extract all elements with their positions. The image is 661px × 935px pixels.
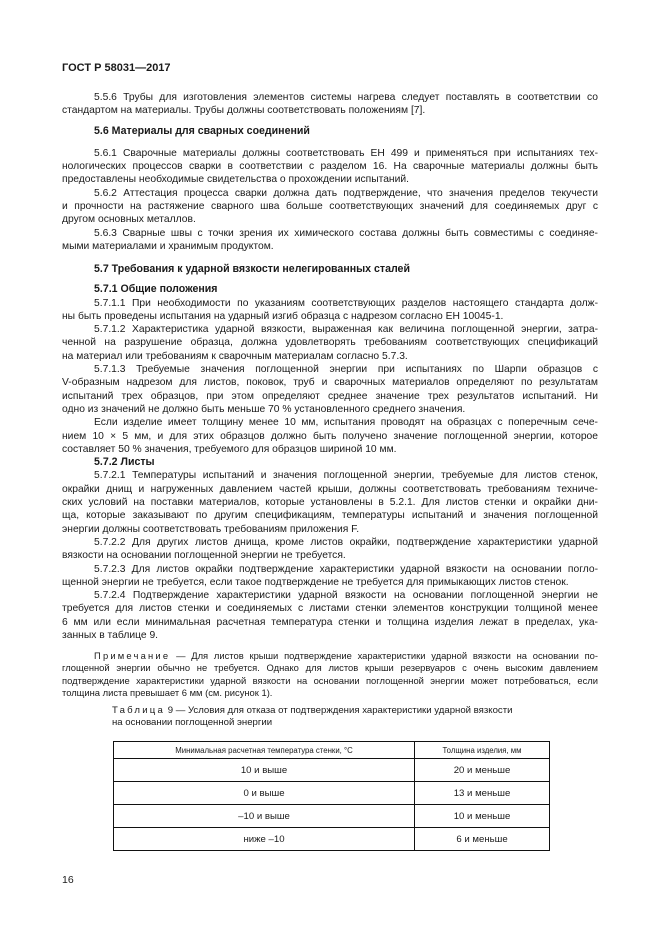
text-line: 5.6.3 Сварные швы с точки зрения их химического состава должны быть совместимы с соединяе- — [94, 227, 598, 239]
text-line: на материал или требованиям к сварочным материалам согласно 5.7.3. — [62, 350, 408, 362]
text-line: занных в таблице 9. — [62, 630, 159, 642]
text-line: одно из значений не должно быть меньше 70 % установленного среднего значения. — [62, 403, 466, 415]
cell-thickness: 6 и меньше — [415, 828, 550, 851]
page-number: 16 — [62, 874, 74, 886]
paragraph — [62, 91, 598, 118]
text-line: предоставлены необходимые свидетельства о прохождении испытаний. — [62, 174, 409, 186]
cell-thickness: 13 и меньше — [415, 782, 550, 805]
text-line: ны быть проведены испытания на ударный изгиб образца с надрезом согласно ЕН 10045-1. — [62, 310, 504, 322]
text-line: ченной на разрушение образца, должна удовлетворять требованиям соответствующих спецификаций — [62, 337, 598, 349]
text-line: 5.6.1 Сварочные материалы должны соответствовать ЕН 499 и применяться при испытаниях тех- — [94, 147, 598, 159]
text-line: 5.5.6 Трубы для изготовления элементов системы нагрева следует поставлять в соответствии со — [94, 92, 598, 103]
paragraph — [62, 469, 598, 535]
paragraph — [62, 297, 598, 324]
text-line: энергии должны соответствовать требованиям приложения F. — [62, 523, 360, 535]
text-line: 5.6.2 Аттестация процесса сварки должна дать подтверждение, что значения пределов текучести — [94, 187, 598, 199]
text-line: Если изделие имеет толщину менее 10 мм, испытания проводят на образцах с поперечным сече- — [94, 417, 598, 429]
table-caption-line: на основании поглощенной энергии — [112, 717, 273, 729]
text-line: 5.7.2.2 Для других листов днища, кроме листов окрайки, подтверждение характеристики ударной — [94, 536, 598, 548]
text-line: мыми материалами и хранимым продуктом. — [62, 240, 274, 252]
section-heading: 5.7 Требования к ударной вязкости нелегированных сталей — [94, 263, 410, 275]
table-9 — [113, 741, 550, 851]
table-caption — [112, 705, 512, 730]
section-heading: 5.6 Материалы для сварных соединений — [94, 124, 310, 137]
note-text: — Для листов крыши подтверждение характеристики ударной вязкости на основании по- — [176, 650, 598, 661]
text-line: 5.7.1.1 При необходимости по указаниям соответствующих разделов настоящего стандарта долж- — [94, 297, 598, 309]
text-line: V-образным надрезом для листов, поковок, труб и сварочных материалов определяют по результатам — [62, 377, 598, 389]
text-line: ща, которые заказывают по другим спецификациям, температуры испытаний и значения поглощенной — [62, 510, 598, 522]
text-line: стандартом на материалы. Трубы должны соответствовать положениям [7]. — [62, 105, 426, 117]
cell-thickness: 10 и меньше — [415, 805, 550, 828]
table-row — [114, 805, 550, 828]
note-line: глощенной энергии обычно не требуется. Однако для листов крыши резервуаров с очень высоким давлением — [62, 662, 598, 674]
paragraph — [62, 227, 598, 254]
note-line: толщина листа превышает 6 мм (см. рисунок 1). — [62, 687, 273, 699]
document-header: ГОСТ Р 58031—2017 — [62, 62, 171, 74]
text-line: 5.7.2.4 Подтверждение характеристики ударной вязкости на основании поглощенной энергии не — [94, 590, 598, 602]
note — [62, 650, 598, 700]
table-caption-label: Таблица — [112, 705, 166, 716]
paragraph — [62, 323, 598, 363]
text-line: 5.7.1.3 Требуемые значения поглощенной энергии при испытаниях по Шарпи образцов с — [94, 364, 598, 376]
section-5-5-5-6 — [62, 91, 598, 253]
paragraph — [62, 589, 598, 642]
cell-temperature: 10 и выше — [114, 759, 415, 782]
text-line: 5.7.1.2 Характеристика ударной вязкости, выраженная как величина поглощенной энергии, затра- — [94, 324, 598, 336]
paragraph — [62, 416, 598, 456]
text-line: нологических процессов сварки в соответствии с разделом 16. На сварочные материалы должны быть — [62, 161, 598, 173]
cell-thickness: 20 и меньше — [415, 759, 550, 782]
text-line: составляет 50 % значения, требуемого для образцов шириной 10 мм. — [62, 443, 397, 455]
section-heading: 5.7.2 Листы — [94, 456, 155, 469]
column-header-temperature: Минимальная расчетная температура стенки, °С — [114, 742, 415, 759]
paragraph — [62, 563, 598, 590]
table-row — [114, 828, 550, 851]
text-line: другом основных металлов. — [62, 214, 196, 226]
cell-temperature: ниже –10 — [114, 828, 415, 851]
section-5-7 — [62, 263, 598, 642]
table-caption-line: 9 — Условия для отказа от подтверждения характеристики ударной вязкости — [167, 705, 513, 716]
text-line: окрайки днищ и нагруженных давлением частей крыши, должны соответствовать требованиям техниче- — [62, 483, 598, 495]
note-line: подтверждение характеристики ударной вязкости на основании поглощенной энергии может потребоваться, если — [62, 674, 598, 686]
text-line: нием 10 × 5 мм, и для этих образцов должно быть получено значение поглощенной энергии, которое — [62, 430, 598, 442]
paragraph — [62, 536, 598, 563]
text-line: 5.7.2.3 Для листов окрайки подтверждение характеристики ударной вязкости на основании погло- — [94, 563, 598, 575]
cell-temperature: 0 и выше — [114, 782, 415, 805]
text-line: щенной энергии не требуется, если такое подтверждение не требуется для примыкающих листов стенок. — [62, 576, 569, 588]
column-header-thickness: Толщина изделия, мм — [415, 742, 550, 759]
text-line: 6 мм или если минимальная расчетная температура стенки и толщина изделия лежат в пределах, ука- — [62, 616, 598, 628]
paragraph — [62, 363, 598, 416]
cell-temperature: –10 и выше — [114, 805, 415, 828]
paragraph — [62, 147, 598, 187]
table-header-row — [114, 742, 550, 759]
note-label: Примечание — [94, 650, 171, 661]
text-line: вязкости на основании поглощенной энергии не требуется. — [62, 550, 346, 562]
table-row — [114, 782, 550, 805]
paragraph — [62, 187, 598, 227]
text-line: и прочности на растяжение сварного шва больше соответствующих значений для соединяемых друг с — [62, 201, 598, 213]
table-row — [114, 759, 550, 782]
text-line: требуется для листов стенки и соединяемых с листами стенки элементов конструкции толщиной менее — [62, 603, 598, 615]
text-line: ских условий на поставки материалов, которые установлены в 5.2.1. Для листов стенки и окрайки дни- — [62, 497, 598, 509]
text-line: 5.7.2.1 Температуры испытаний и значения поглощенной энергии, требуемые для листов стенок, — [94, 470, 598, 482]
note-line — [62, 650, 598, 662]
section-heading: 5.7.1 Общие положения — [94, 283, 218, 296]
text-line: испытаний трех образцов, при этом определяют среднее значение трех результатов испытаний. Ни — [62, 390, 598, 402]
